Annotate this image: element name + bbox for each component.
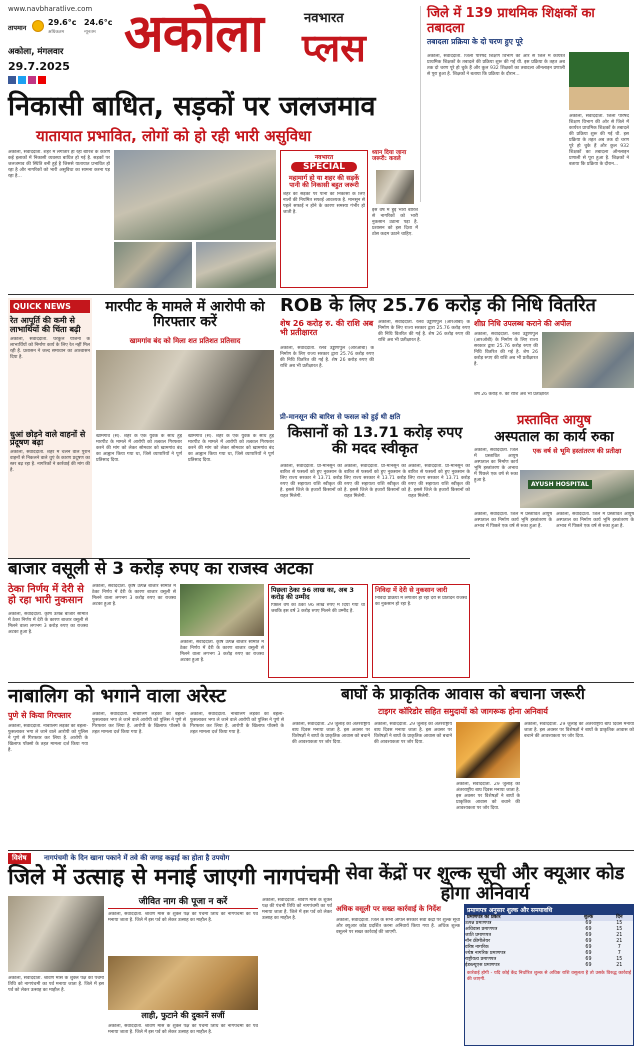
fee-col-fee: शुल्क: [583, 915, 593, 920]
special-box: [280, 150, 368, 288]
ayush-headline: अस्पताल का कार्य रुका: [494, 429, 614, 445]
revenue-box-2-body: निविदा प्रक्रिया में लगातार हो रही देरी से प्रतिदिन राजस्व का नुकसान हो रहा है.: [375, 596, 467, 608]
table-cell: 69: [585, 945, 592, 950]
lead-headline: निकासी बाधित, सड़कों पर जलजमाव: [8, 91, 376, 122]
table-cell: वरिष्ठ नागरिक: [465, 945, 489, 950]
revenue-box-1: [268, 584, 368, 678]
arrest-headline: नाबालिग को भगाने वाला अरेस्ट: [8, 685, 226, 707]
seva-body: अकोला, संवाददाता. जिले के सभी आपले सरकार सेवा केंद्रों पर शुल्क सूची और क्यूआर कोड प्रदर्शित करना अनिवार्य किया गया है. अधिक शुल्क वसूलने पर सख्त कार्रवाई की जाएगी.: [336, 918, 460, 935]
nagpanchami-body-2: अकोला, संवाददाता. श्रावण मास के शुक्ल पक्ष की पंचमी तिथि को नागपंचमी का पर्व मनाया जाता है. जिले में इस पर्व को लेकर उत्साह का माहौल है.: [108, 1024, 258, 1035]
opinion-box: [372, 150, 418, 288]
teacher-illustration: [569, 52, 629, 110]
fee-table-title: प्रमाणपत्र अनुसार शुल्क और समयावधि: [465, 905, 633, 915]
max-temp-label: अधिकतम: [48, 30, 65, 35]
table-cell: जाति प्रमाणपत्र: [465, 933, 491, 938]
quick-news-body-2: अकोला, संवाददाता. शहर में चलने वाले पुराने वाहनों से निकलने वाले धुएं के कारण प्रदूषण का स्तर बढ़ रहा है. नागरिकों ने कार्रवाई की मांग की है.: [10, 450, 90, 474]
farmers-headline: किसानों को 13.71 करोड़ रुपए की मदद स्वीकृत: [287, 425, 463, 457]
table-cell: 69: [585, 921, 592, 926]
fee-table-grid: [465, 915, 633, 969]
revenue-box-2-headline: निविदा में देरी से नुकसान जारी: [375, 586, 448, 594]
ayush-body: अकोला, संवाददाता. जिले में प्रस्तावित आयुष अस्पताल का निर्माण कार्य भूमि हस्तांतरण के अभाव में पिछले एक वर्ष से रुका हुआ है.: [474, 448, 518, 483]
masthead-brand-main: प्लस: [302, 26, 366, 70]
revenue-box-2: [372, 584, 470, 678]
revenue-photo: [180, 584, 264, 636]
ayush-kicker: प्रस्तावित आयुष: [516, 413, 592, 428]
quick-news-headline-2: धुआं छोड़ने वाले वाहनों से प्रदूषण बढ़ा: [10, 429, 86, 448]
lead-photo-2: [114, 242, 192, 288]
lead-photo-1: [114, 150, 276, 240]
revenue-body-3: अकोला, संवाददाता. कृषि उत्पन्न बाजार समिति में ठेका निर्णय में देरी के कारण बाजार वसूली से मिलने वाला लगभग 3 करोड़ रुपए का राजस्व अटका हुआ है.: [180, 640, 264, 663]
rob-subhead: शेष 26 करोड़ रु. की राशि अब भी प्रतीक्षारत: [280, 319, 374, 337]
tiger-body-3: अकोला, संवाददाता. 29 जुलाई को अंतरराष्ट्रीय बाघ दिवस मनाया जाता है. इस अवसर पर विशेषज्ञों ने बाघों के प्राकृतिक आवास को बचाने की आवश्यकता पर जोर दिया.: [456, 782, 520, 811]
fee-table: [464, 904, 634, 1046]
table-cell: 21: [616, 939, 623, 944]
table-cell: 69: [585, 927, 592, 932]
divider-3: [8, 682, 634, 683]
rob-side-body: अकोला, संवाददाता. रेलवे उड्डाणपुल (आरओबी) के निर्माण के लिए राज्य सरकार द्वारा 25.76 करोड़ रुपए की निधि वितरित की गई है. शेष 26 करोड़ रुपए की राशि अब भी प्रतीक्षारत है.: [474, 332, 538, 367]
ayush-body-2: अकोला, संवाददाता. जिले में प्रस्तावित आयुष अस्पताल का निर्माण कार्य भूमि हस्तांतरण के अभाव में पिछले एक वर्ष से रुका हुआ है.: [474, 512, 552, 529]
tiger-body-4: अकोला, संवाददाता. 29 जुलाई को अंतरराष्ट्रीय बाघ दिवस मनाया जाता है. इस अवसर पर विशेषज्ञों ने बाघों के प्राकृतिक आवास को बचाने की आवश्यकता पर जोर दिया.: [524, 722, 634, 739]
lead-photo-3: [196, 242, 276, 288]
arrest-body-2: अकोला, संवाददाता. नाबालिग लड़की को बहला-फुसलाकर भगा ले जाने वाले आरोपी को पुलिस ने पुणे से गिरफ्तार कर लिया है. आरोपी के खिलाफ पॉक्सो के तहत मामला दर्ज किया गया है.: [92, 712, 186, 735]
corner-subhead: तबादला प्रक्रिया के दो चरण हुए पूरे: [427, 37, 523, 46]
revenue-body: अकोला, संवाददाता. कृषि उत्पन्न बाजार समिति में ठेका निर्णय में देरी के कारण बाजार वसूली से मिलने वाला लगभग 3 करोड़ रुपए का राजस्व अटका हुआ है.: [8, 612, 88, 635]
table-cell: 15: [616, 957, 623, 962]
special-headline: महामार्ग हो या शहर की सड़कें पानी की निकासी बहुत जरूरी: [288, 174, 360, 190]
assault-subhead: खामगांव बंद को मिला शत प्रतिशत प्रतिसाद: [129, 337, 241, 345]
table-cell: राष्ट्रीयत्व प्रमाणपत्र: [465, 957, 497, 962]
revenue-body-2: अकोला, संवाददाता. कृषि उत्पन्न बाजार समिति में ठेका निर्णय में देरी के कारण बाजार वसूली से मिलने वाला लगभग 3 करोड़ रुपए का राजस्व अटका हुआ है.: [92, 584, 176, 607]
farmers-body: अकोला, संवाददाता. प्री-मानसून की बारिश से फसलों को हुए नुकसान के लिए राज्य सरकार ने 13.71 करोड़ रुपए की सहायता राशि स्वीकृत की है. इससे जिले के हजारों किसानों को राहत मिलेगी.: [280, 464, 342, 499]
corner-headline: जिले में 139 प्राथमिक शिक्षकों का तबादला: [427, 6, 595, 36]
tiger-subhead: टाइगर कॉरिडोर सहित समुदायों को जागरूक होना अनिवार्य: [378, 707, 548, 716]
seva-subhead: अधिक वसूली पर सख्त कार्रवाई के निर्देश: [336, 905, 441, 913]
table-cell: 21: [616, 933, 623, 938]
assault-photo: [96, 350, 274, 430]
nagpanchami-photo-caption: लाही, फुटाने की दुकानें सजीं: [141, 1011, 225, 1020]
tiger-headline: बाघों के प्राकृतिक आवास को बचाना जरूरी: [341, 685, 585, 703]
ayush-body-3: अकोला, संवाददाता. जिले में प्रस्तावित आयुष अस्पताल का निर्माण कार्य भूमि हस्तांतरण के अभाव में पिछले एक वर्ष से रुका हुआ है.: [556, 512, 634, 529]
table-cell: 69: [585, 957, 592, 962]
max-temp: 29.6°c: [48, 18, 77, 27]
table-cell: 7: [617, 945, 621, 950]
masthead-brand-top: नवभारत: [304, 11, 344, 26]
table-cell: 69: [585, 939, 592, 944]
special-body: शहर की सड़कों पर पानी की निकासी के लिए नालों की नियमित सफाई आवश्यक है. मानसून से पहले सफाई न होने के कारण समस्या गंभीर हो जाती है.: [283, 192, 365, 216]
opinion-portrait: [376, 170, 414, 204]
corner-body-2: अकोला, संवाददाता. जिला परिषद शिक्षण विभाग की ओर से जिले में कार्यरत प्राथमिक शिक्षकों के तबादले की प्रक्रिया शुरू की गई थी. इस प्रक्रिया के तहत अब तक दो चरण पूरे हो चुके हैं और कुल 932 शिक्षकों का तबादला ऑनलाइन प्रणाली से पूरा हुआ है. शिक्षकों ने बताया कि प्रक्रिया के दौरान...: [569, 114, 629, 167]
opinion-body: इस वर्ष में हुई भारी बारिश से नागरिकों को भारी नुकसान उठाना पड़ा है. प्रशासन को इस दिशा में ठोस कदम उठाने चाहिए.: [372, 208, 418, 237]
lead-body: अकोला, संवाददाता. शहर में लगातार हो रही बारिश के कारण कई इलाकों में निकासी व्यवस्था बाधित हो गई है. सड़कों पर जलजमाव की स्थिति बनी हुई है जिससे यातायात प्रभावित हो रहा है और नागरिकों को भारी असुविधा का सामना करना पड़ रहा है...: [8, 150, 110, 179]
nagpanchami-kicker: नागपंचमी के दिन खाना पकाने में तवे की जगह कढ़ाई का होता है उपयोग: [44, 854, 230, 862]
table-cell: 69: [585, 933, 592, 938]
instagram-icon[interactable]: [28, 76, 36, 84]
weather-label: तापमान: [8, 24, 27, 32]
fee-table-footnote: कार्रवाई होगी - यदि कोई केंद्र निर्धारित शुल्क से अधिक राशि वसूलता है तो उसके विरुद्ध कार्रवाई की जाएगी.: [467, 971, 631, 982]
youtube-icon[interactable]: [38, 76, 46, 84]
ayush-photo: [520, 470, 634, 508]
rob-photo: [542, 332, 634, 388]
nagpanchami-kicker-label: विशेष: [8, 853, 31, 864]
min-temp-label: न्यूनतम: [84, 30, 96, 35]
revenue-box-1-body: पिछले वर्ष का ठेका 96 लाख रुपए में दिया गया था जबकि इस वर्ष 3 करोड़ रुपए मिलने की उम्मीद है.: [271, 603, 365, 615]
sun-icon: [32, 20, 44, 32]
nagpanchami-body-3: अकोला, संवाददाता. श्रावण मास के शुक्ल पक्ष की पंचमी तिथि को नागपंचमी का पर्व मनाया जाता है. जिले में इस पर्व को लेकर उत्साह का माहौल है.: [262, 898, 332, 921]
nagpanchami-headline: जिले में उत्साह से मनाई जाएगी नागपंचमी: [8, 865, 340, 890]
rob-body-2: अकोला, संवाददाता. रेलवे उड्डाणपुल (आरओबी) के निर्माण के लिए राज्य सरकार द्वारा 25.76 करोड़ रुपए की निधि वितरित की गई है. शेष 26 करोड़ रुपए की राशि अब भी प्रतीक्षारत है.: [378, 320, 470, 343]
rob-photo-caption: शेष 26 करोड़ रु. की राशि अब भी प्रतीक्षारत: [474, 392, 549, 397]
special-brand: नवभारत: [314, 154, 334, 161]
ayush-photo-sign: AYUSH HOSPITAL: [528, 480, 592, 489]
revenue-box-1-headline: पिछला ठेका 96 लाख का, अब 3 करोड़ की उम्मीद: [271, 586, 354, 602]
lead-subhead: यातायात प्रभावित, लोगों को हो रही भारी असुविधा: [36, 127, 312, 145]
table-cell: 7: [617, 951, 621, 956]
revenue-subhead: ठेका निर्णय में देरी से हो रहा भारी नुकसान: [8, 584, 84, 606]
table-cell: उत्पन्न प्रमाणपत्र: [465, 921, 492, 926]
arrest-subhead: पुणे से किया गिरफ्तार: [8, 711, 72, 720]
table-cell: 21: [616, 963, 623, 968]
table-cell: अधिवास प्रमाणपत्र: [465, 927, 498, 932]
site-url[interactable]: www.navbharatlive.com: [8, 5, 93, 13]
quick-news: [8, 298, 92, 558]
issue-date: 29.7.2025: [8, 60, 70, 73]
registration-marks: [300, 1043, 340, 1050]
arrest-body: अकोला, संवाददाता. नाबालिग लड़की को बहला-फुसलाकर भगा ले जाने वाले आरोपी को पुलिस ने पुणे से गिरफ्तार कर लिया है. आरोपी के खिलाफ पॉक्सो के तहत मामला दर्ज किया गया है.: [8, 724, 88, 753]
rob-body: अकोला, संवाददाता. रेलवे उड्डाणपुल (आरओबी) के निर्माण के लिए राज्य सरकार द्वारा 25.76 करोड़ रुपए की निधि वितरित की गई है. शेष 26 करोड़ रुपए की राशि अब भी प्रतीक्षारत है.: [280, 346, 374, 369]
seva-headline: सेवा केंद्रों पर शुल्क सूची और क्यूआर कोड होगा अनिवार्य: [345, 863, 625, 904]
opinion-headline: ध्यान दिया जाना जरूरी: कवले: [372, 150, 407, 163]
tiger-body-2: अकोला, संवाददाता. 29 जुलाई को अंतरराष्ट्रीय बाघ दिवस मनाया जाता है. इस अवसर पर विशेषज्ञों ने बाघों के प्राकृतिक आवास को बचाने की आवश्यकता पर जोर दिया.: [374, 722, 452, 745]
corner-story: [420, 6, 634, 202]
fee-col-type: प्रमाणपत्र का प्रकार: [467, 915, 501, 920]
assault-body-2: खामगांव (सं). शहर के एक युवक के साथ हुई मारपीट के मामले में आरोपी को तत्काल गिरफ्तार करने की मांग को लेकर सोमवार को खामगांव बंद का आह्वान किया गया था, जिसे व्यापारियों ने पूर्ण प्रतिसाद दिया.: [188, 434, 274, 463]
assault-headline: मारपीट के मामले में आरोपी को गिरफ्तार करें: [105, 299, 265, 331]
table-cell: ईडब्ल्यूएस प्रमाणपत्र: [465, 963, 500, 968]
table-cell: ज्येष्ठ नागरिक प्रमाणपत्र: [465, 951, 506, 956]
arrest-body-3: अकोला, संवाददाता. नाबालिग लड़की को बहला-फुसलाकर भगा ले जाने वाले आरोपी को पुलिस ने पुणे से गिरफ्तार कर लिया है. आरोपी के खिलाफ पॉक्सो के तहत मामला दर्ज किया गया है.: [190, 712, 284, 735]
nagpanchami-photo-2: [108, 956, 258, 1010]
masthead: [124, 6, 418, 88]
weather-box: [8, 17, 120, 41]
quick-news-body-1: अकोला, संवाददाता. घरकुल योजना के लाभार्थियों को निर्माण कार्य के लिए रेत नहीं मिल रही है. प्रशासन ने जल्द समाधान का आश्वासन दिया है.: [10, 336, 90, 360]
tiger-body: अकोला, संवाददाता. 29 जुलाई को अंतरराष्ट्रीय बाघ दिवस मनाया जाता है. इस अवसर पर विशेषज्ञों ने बाघों के प्राकृतिक आवास को बचाने की आवश्यकता पर जोर दिया.: [292, 722, 370, 745]
facebook-icon[interactable]: [8, 76, 16, 84]
nagpanchami-body: अकोला, संवाददाता. श्रावण मास के शुक्ल पक्ष की पंचमी तिथि को नागपंचमी का पर्व मनाया जाता है. जिले में इस पर्व को लेकर उत्साह का माहौल है.: [8, 976, 104, 993]
divider-4: [8, 850, 634, 851]
farmers-kicker: प्री-मानसून की बारिश से फसल को हुई थी क्षति: [280, 413, 401, 421]
table-cell: नॉन क्रीमीलेयर: [465, 939, 491, 944]
tiger-photo: [456, 722, 520, 778]
nagpanchami-box-headline: जीवित नाग की पूजा न करें: [108, 898, 258, 909]
table-cell: 15: [616, 927, 623, 932]
rob-side-head: शीघ्र निधि उपलब्ध कराने की अपील: [474, 319, 572, 328]
quick-news-label: QUICK NEWS: [10, 300, 90, 313]
twitter-icon[interactable]: [18, 76, 26, 84]
min-temp: 24.6°c: [84, 18, 113, 27]
nagpanchami-photo: [8, 896, 104, 972]
masthead-city: अकोला: [124, 4, 263, 64]
special-label: SPECIAL: [291, 162, 357, 172]
corner-body: अकोला, संवाददाता. जिला परिषद शिक्षण विभाग की ओर से जिले में कार्यरत प्राथमिक शिक्षकों के तबादले की प्रक्रिया शुरू की गई थी. इस प्रक्रिया के तहत अब तक दो चरण पूरे हो चुके हैं और कुल 932 शिक्षकों का तबादला ऑनलाइन प्रणाली से पूरा हुआ है. शिक्षकों ने बताया कि प्रक्रिया के दौरान...: [427, 54, 565, 77]
fee-col-days: दिन: [616, 915, 623, 920]
quick-news-headline-1: रेत आपूर्ति की कमी से लाभार्थियों की चिंता बढ़ी: [10, 316, 81, 334]
city-day: अकोला, मंगलवार: [8, 47, 64, 57]
nagpanchami-box-body: अकोला, संवाददाता. श्रावण मास के शुक्ल पक्ष की पंचमी तिथि को नागपंचमी का पर्व मनाया जाता है. जिले में इस पर्व को लेकर उत्साह का माहौल है.: [108, 912, 258, 923]
table-cell: 69: [585, 963, 592, 968]
farmers-body-3: अकोला, संवाददाता. प्री-मानसून की बारिश से फसलों को हुए नुकसान के लिए राज्य सरकार ने 13.71 करोड़ रुपए की सहायता राशि स्वीकृत की है. इससे जिले के हजारों किसानों को राहत मिलेगी.: [408, 464, 470, 499]
ayush-subhead: एक वर्ष से भूमि हस्तांतरण की प्रतीक्षा: [532, 447, 622, 455]
assault-body: खामगांव (सं). शहर के एक युवक के साथ हुई मारपीट के मामले में आरोपी को तत्काल गिरफ्तार करने की मांग को लेकर सोमवार को खामगांव बंद का आह्वान किया गया था, जिसे व्यापारियों ने पूर्ण प्रतिसाद दिया.: [96, 434, 182, 463]
farmers-body-2: अकोला, संवाददाता. प्री-मानसून की बारिश से फसलों को हुए नुकसान के लिए राज्य सरकार ने 13.71 करोड़ रुपए की सहायता राशि स्वीकृत की है. इससे जिले के हजारों किसानों को राहत मिलेगी.: [344, 464, 406, 499]
social-icons: [8, 76, 68, 85]
rob-headline: ROB के लिए 25.76 करोड़ की निधि वितरित: [280, 295, 596, 316]
table-cell: 69: [585, 951, 592, 956]
table-cell: 15: [616, 921, 623, 926]
revenue-headline: बाजार वसूली से 3 करोड़ रुपए का राजस्व अटका: [8, 559, 313, 579]
